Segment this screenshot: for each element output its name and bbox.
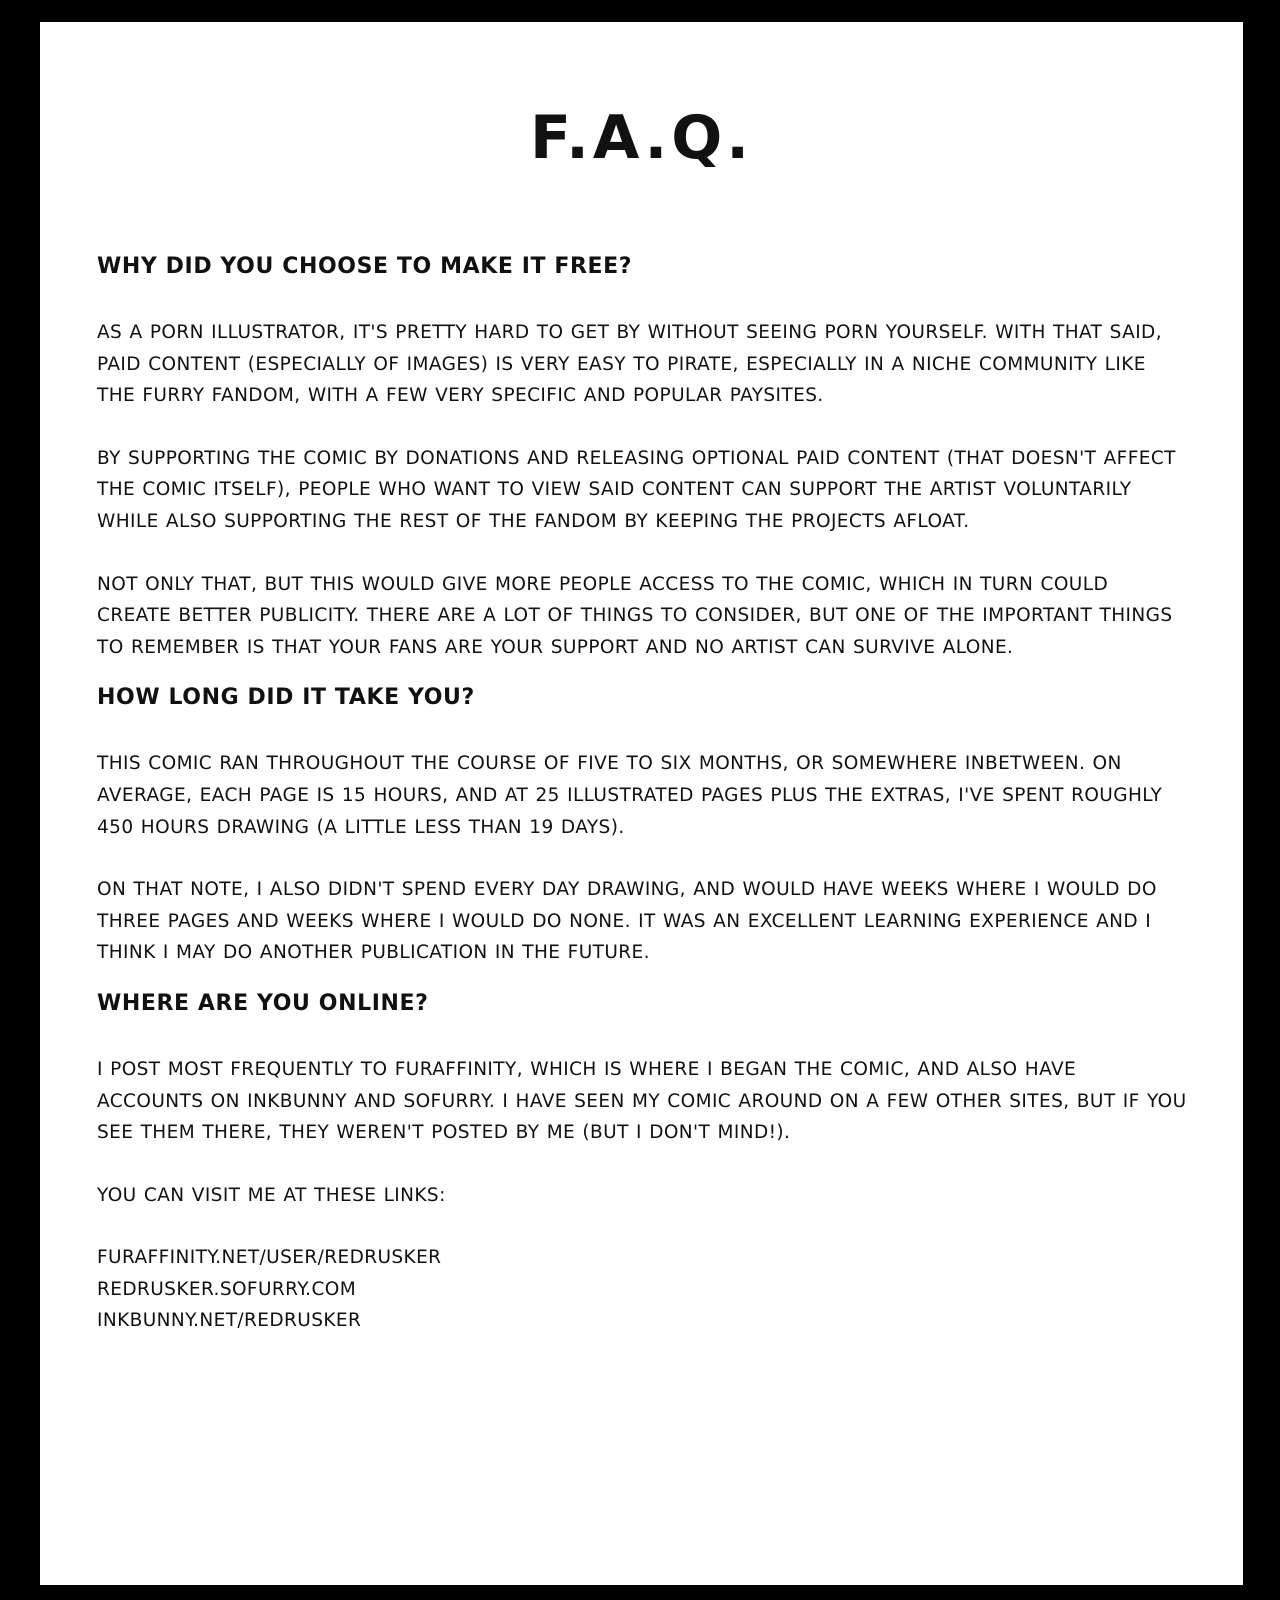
faq-question-how-long: HOW LONG DID IT TAKE YOU? <box>97 685 475 711</box>
faq-answer-paragraph: THIS COMIC RAN THROUGHOUT THE COURSE OF FIVE TO SIX MONTHS, OR SOMEWHERE INBETWEEN. ON AVERAGE, EACH PAGE IS 15 HOURS, AND AT 25 ILLUSTRATED PAGES PLUS THE EXTRAS, I'VE SPENT ROUGHLY 450 HOURS DRAWING (A LITTLE LESS THAN 19 DAYS). <box>97 753 1163 838</box>
faq-question-free: WHY DID YOU CHOOSE TO MAKE IT FREE? <box>97 254 633 279</box>
link-inkbunny: INKBUNNY.NET/REDRUSKER <box>97 1310 362 1332</box>
links-list <box>97 1242 1187 1337</box>
faq-answer-paragraph: NOT ONLY THAT, BUT THIS WOULD GIVE MORE PEOPLE ACCESS TO THE COMIC, WHICH IN TURN COULD CREATE BETTER PUBLICITY. THERE ARE A LOT OF THINGS TO CONSIDER, BUT ONE OF THE IMPORTANT THINGS TO REMEMBER IS THAT YOUR FANS ARE YOUR SUPPORT AND NO ARTIST CAN SURVIVE ALONE. <box>97 573 1173 658</box>
faq-page <box>40 22 1243 1585</box>
faq-answer-paragraph: AS A PORN ILLUSTRATOR, IT'S PRETTY HARD TO GET BY WITHOUT SEEING PORN YOURSELF. WITH THAT SAID, PAID CONTENT (ESPECIALLY OF IMAGES) IS VERY EASY TO PIRATE, ESPECIALLY IN A NICHE COMMUNITY LIKE THE FURRY FANDOM, WITH A FEW VERY SPECIFIC AND POPULAR PAYSITES. <box>97 322 1162 407</box>
link-furaffinity: FURAFFINITY.NET/USER/REDRUSKER <box>97 1247 442 1269</box>
faq-answer-paragraph: BY SUPPORTING THE COMIC BY DONATIONS AND RELEASING OPTIONAL PAID CONTENT (THAT DOESN'T AFFECT THE COMIC ITSELF), PEOPLE WHO WANT TO VIEW SAID CONTENT CAN SUPPORT THE ARTIST VOLUNTARILY WHILE ALSO SUPPORTING THE REST OF THE FANDOM BY KEEPING THE PROJECTS AFLOAT. <box>97 447 1176 532</box>
faq-question-online: WHERE ARE YOU ONLINE? <box>97 990 429 1016</box>
link-sofurry: REDRUSKER.SOFURRY.COM <box>97 1278 357 1300</box>
page-title: F.A.Q. <box>529 103 754 173</box>
faq-content <box>97 252 1187 1337</box>
faq-answer-paragraph: I POST MOST FREQUENTLY TO FURAFFINITY, WHICH IS WHERE I BEGAN THE COMIC, AND ALSO HAVE ACCOUNTS ON INKBUNNY AND SOFURRY. I HAVE SEEN MY COMIC AROUND ON A FEW OTHER SITES, BUT IF YOU SEE THEM THERE, THEY WEREN'T POSTED BY ME (BUT I DON'T MIND!). <box>97 1058 1187 1144</box>
faq-answer-paragraph: YOU CAN VISIT ME AT THESE LINKS: <box>97 1184 446 1206</box>
faq-answer-paragraph: ON THAT NOTE, I ALSO DIDN'T SPEND EVERY DAY DRAWING, AND WOULD HAVE WEEKS WHERE I WOULD DO THREE PAGES AND WEEKS WHERE I WOULD DO NONE. IT WAS AN EXCELLENT LEARNING EXPERIENCE AND I THINK I MAY DO ANOTHER PUBLICATION IN THE FUTURE. <box>97 879 1157 964</box>
